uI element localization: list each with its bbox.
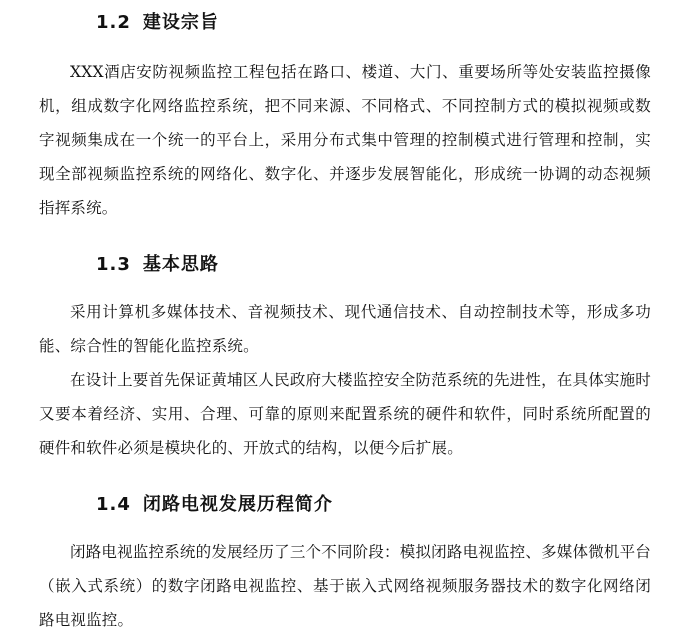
paragraph: 采用计算机多媒体技术、音视频技术、现代通信技术、自动控制技术等，形成多功能、综合性的智能化监控系统。: [39, 303, 651, 355]
section-title: 闭路电视发展历程简介: [142, 494, 333, 515]
section-heading-1-4: [96, 490, 333, 516]
paragraph: 在设计上要首先保证黄埔区人民政府大楼监控安全防范系统的先进性，在具体实施时又要本着经济、实用、合理、可靠的原则来配置系统的硬件和软件，同时系统所配置的硬件和软件必须是模块化的、开放式的结构，以便今后扩展。: [39, 371, 651, 457]
paragraph: XXX酒店安防视频监控工程包括在路口、楼道、大门、重要场所等处安装监控摄像机，组成数字化网络监控系统，把不同来源、不同格式、不同控制方式的模拟视频或数字视频集成在一个统一的平台上，采用分布式集中管理的控制模式进行管理和控制，实现全部视频监控系统的网络化、数字化、并逐步发展智能化，形成统一协调的动态视频指挥系统。: [39, 63, 651, 217]
section-title: 建设宗旨: [142, 12, 219, 33]
section-number: 1.4: [96, 494, 131, 515]
section-number: 1.2: [96, 12, 131, 33]
section-title: 基本思路: [142, 254, 219, 275]
section-heading-1-3: [96, 250, 219, 276]
paragraph: 闭路电视监控系统的发展经历了三个不同阶段：模拟闭路电视监控、多媒体微机平台（嵌入式系统）的数字闭路电视监控、基于嵌入式网络视频服务器技术的数字化网络闭路电视监控。: [39, 543, 651, 629]
section-heading-1-2: [96, 8, 219, 34]
section-number: 1.3: [96, 254, 131, 275]
